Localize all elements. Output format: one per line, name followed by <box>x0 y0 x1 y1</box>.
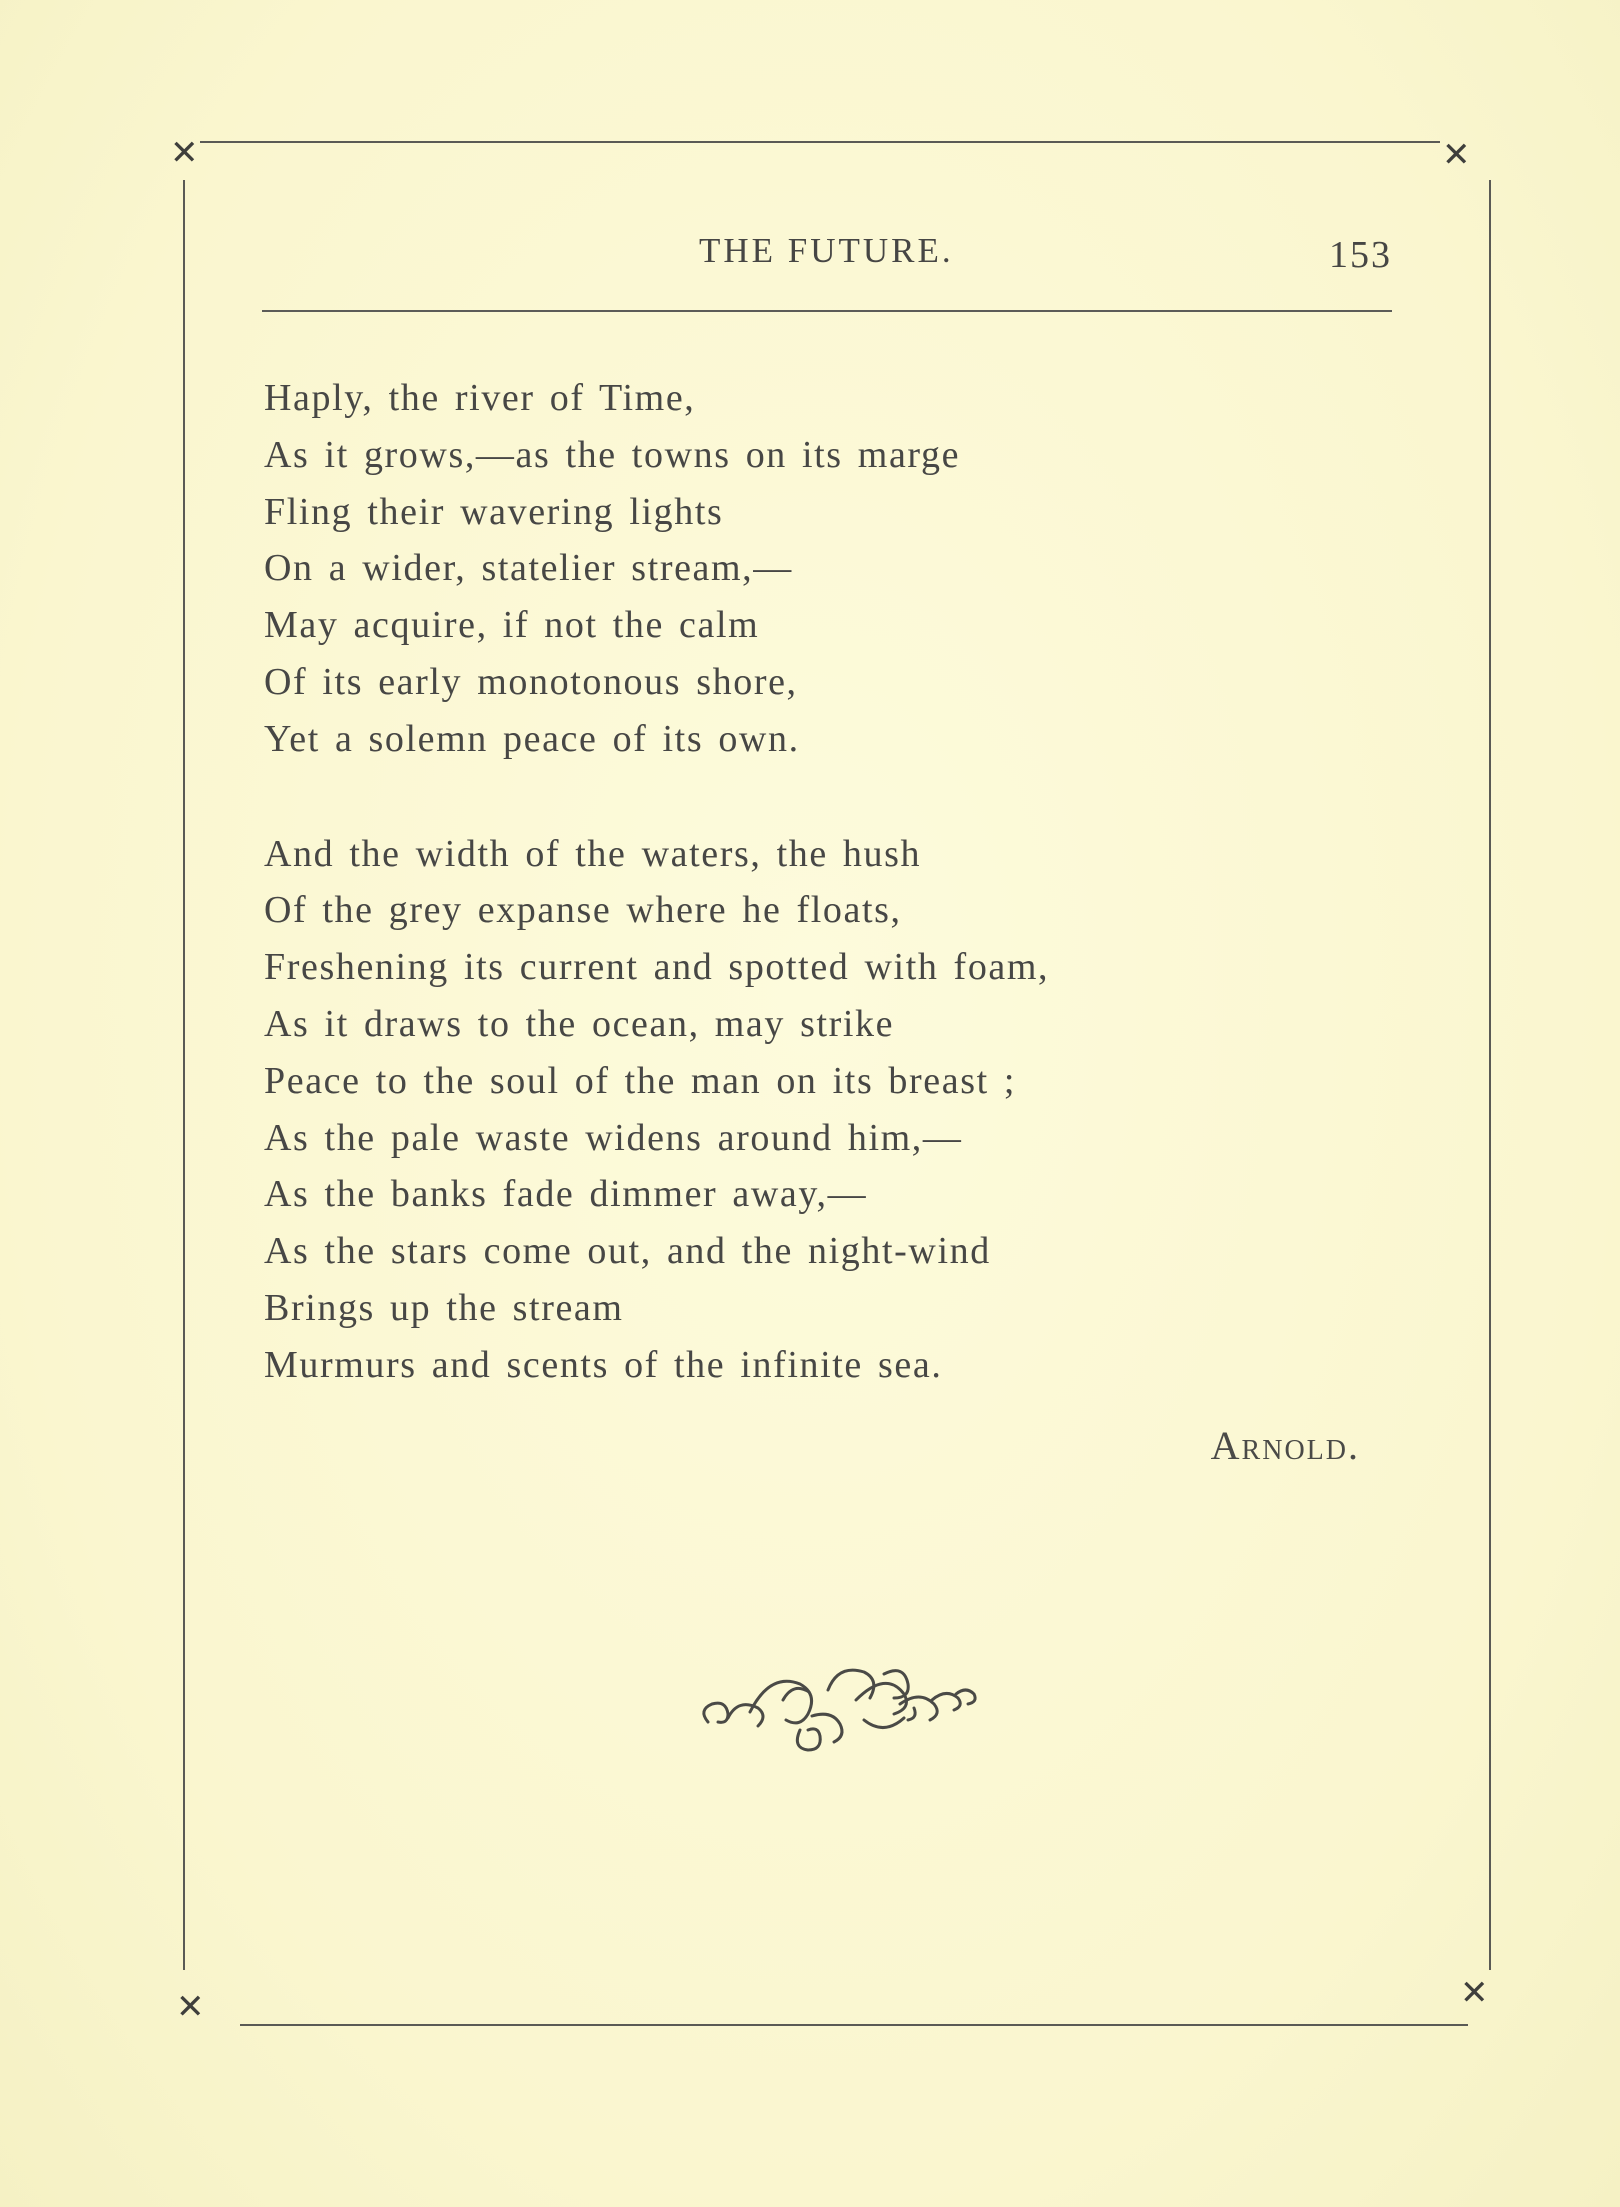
page-number: 153 <box>1329 234 1392 276</box>
poem-line: Haply, the river of Time, <box>264 377 696 419</box>
poem-line: Of the grey expanse where he floats, <box>264 889 902 932</box>
poem-line: As the banks fade dimmer away,— <box>264 1173 868 1216</box>
poem-line: As the pale waste widens around him,— <box>264 1116 963 1159</box>
poem-line: Of its early monotonous shore, <box>264 660 798 703</box>
frame-top-rule <box>200 141 1440 143</box>
frame-right-rule <box>1489 180 1491 1970</box>
poem-line: Brings up the stream <box>264 1286 624 1329</box>
poem-line: And the width of the waters, the hush <box>264 832 922 875</box>
frame-left-rule <box>183 180 185 1970</box>
poem-line: As it grows,—as the towns on its marge <box>264 433 961 476</box>
corner-fleuron-icon: ✕ <box>1442 135 1471 175</box>
poem-line: As it draws to the ocean, may strike <box>264 1002 895 1045</box>
poem-line: Yet a solemn peace of its own. <box>264 717 800 760</box>
running-title: THE FUTURE. <box>699 231 954 270</box>
poem <box>264 370 1414 1394</box>
corner-fleuron-icon: ✕ <box>1460 1973 1489 2013</box>
frame-bottom-rule <box>240 2024 1468 2026</box>
attribution: Arnold. <box>1210 1423 1360 1468</box>
poem-line: Murmurs and scents of the infinite sea. <box>264 1343 943 1386</box>
stanza <box>264 826 1414 1394</box>
corner-fleuron-icon: ✕ <box>176 1987 205 2027</box>
stanza <box>264 370 1414 768</box>
header-rule <box>262 310 1392 312</box>
poem-line: As the stars come out, and the night-wind <box>264 1230 991 1273</box>
running-header <box>262 225 1392 285</box>
poem-line: On a wider, statelier stream,— <box>264 547 793 590</box>
poem-line: May acquire, if not the calm <box>264 604 760 647</box>
poem-line: Fling their wavering lights <box>264 490 724 533</box>
corner-fleuron-icon: ✕ <box>170 133 199 173</box>
scroll-tailpiece-icon <box>688 1660 988 1760</box>
poem-line: Peace to the soul of the man on its breast ; <box>264 1059 1017 1102</box>
poem-line: Freshening its current and spotted with foam, <box>264 946 1050 989</box>
